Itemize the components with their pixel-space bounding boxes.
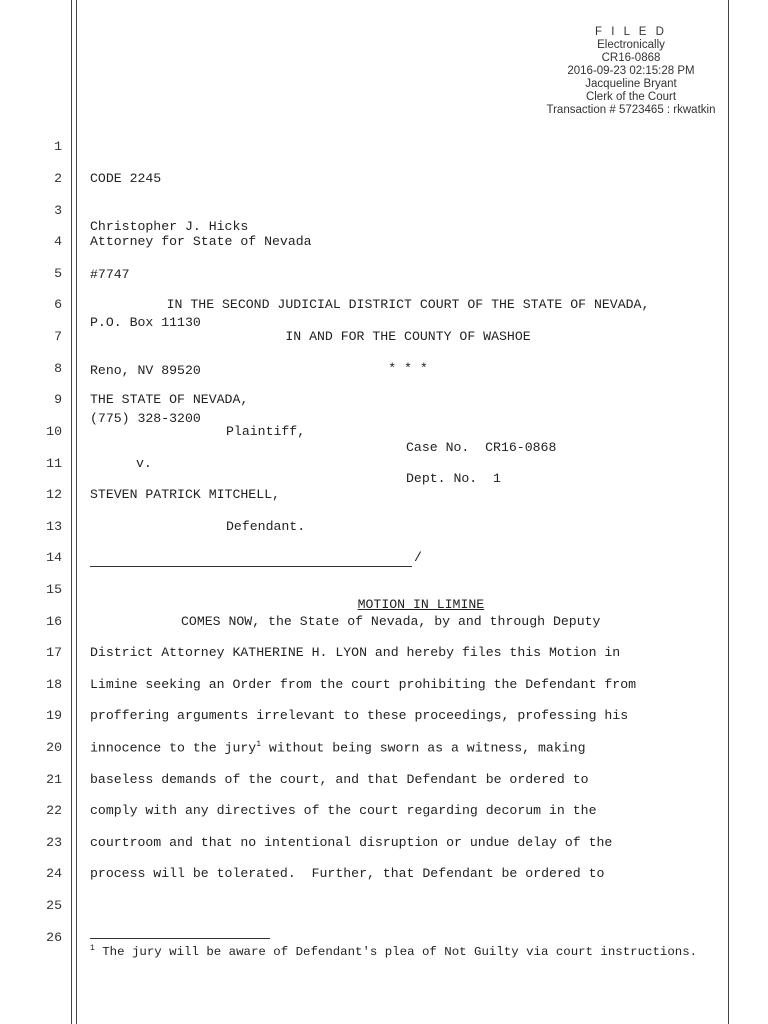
body-line-20-part-1: innocence to the jury bbox=[90, 740, 257, 756]
line-number: 2 bbox=[54, 171, 62, 186]
line-number: 19 bbox=[46, 708, 62, 723]
footnote-marker: 1 bbox=[90, 944, 95, 953]
footnote-reference: 1 bbox=[256, 740, 262, 749]
stamp-electronically: Electronically bbox=[597, 39, 665, 51]
stamp-timestamp: 2016-09-23 02:15:28 PM bbox=[567, 65, 695, 77]
body-line-22: comply with any directives of the court regarding decorum in the bbox=[90, 803, 597, 818]
line-number: 24 bbox=[46, 866, 62, 881]
po-box: P.O. Box 11130 bbox=[90, 315, 201, 330]
body-line-23: courtroom and that no intentional disruption or undue delay of the bbox=[90, 835, 613, 850]
bar-number: #7747 bbox=[90, 267, 130, 282]
body-line-24: process will be tolerated. Further, that Defendant be ordered to bbox=[90, 866, 605, 881]
stamp-transaction: Transaction # 5723465 : rkwatkin bbox=[546, 104, 716, 116]
plaintiff-label: Plaintiff, bbox=[226, 424, 306, 439]
department-number: Dept. No. 1 bbox=[406, 471, 501, 486]
line-number: 7 bbox=[54, 329, 62, 344]
line-number: 3 bbox=[54, 203, 62, 218]
city-state-zip: Reno, NV 89520 bbox=[90, 363, 201, 378]
footnote bbox=[90, 944, 697, 959]
versus: v. bbox=[136, 456, 152, 471]
line-number: 20 bbox=[46, 740, 62, 755]
stamp-clerk-title: Clerk of the Court bbox=[585, 91, 677, 103]
footnote-text: The jury will be aware of Defendant's plea of Not Guilty via court instructions. bbox=[94, 945, 698, 960]
case-number: Case No. CR16-0868 bbox=[406, 440, 557, 455]
left-margin-line-outer bbox=[71, 0, 72, 1024]
body-line-16: COMES NOW, the State of Nevada, by and through Deputy bbox=[181, 614, 601, 629]
line-number: 17 bbox=[46, 645, 62, 660]
motion-title-text: MOTION IN LIMINE bbox=[357, 597, 485, 612]
line-number: 5 bbox=[54, 266, 62, 281]
filing-stamp bbox=[521, 26, 741, 117]
line-number: 16 bbox=[46, 614, 62, 629]
stamp-clerk-name: Jacqueline Bryant bbox=[585, 78, 677, 90]
line-number: 26 bbox=[46, 930, 62, 945]
attorney-role: Attorney for State of Nevada bbox=[90, 234, 312, 249]
document-code: CODE 2245 bbox=[90, 171, 162, 186]
body-line-20 bbox=[90, 740, 585, 755]
line-number: 4 bbox=[54, 234, 62, 249]
line-number: 13 bbox=[46, 519, 62, 534]
body-line-21: baseless demands of the court, and that Defendant be ordered to bbox=[90, 772, 589, 787]
line-number: 21 bbox=[46, 772, 62, 787]
phone-number: (775) 328-3200 bbox=[90, 411, 201, 426]
caption-rule bbox=[90, 566, 412, 567]
body-line-20-part-2: without being sworn as a witness, making bbox=[261, 740, 586, 756]
motion-title bbox=[220, 582, 606, 612]
body-line-19: proffering arguments irrelevant to these proceedings, professing his bbox=[90, 708, 629, 723]
footnote-rule bbox=[90, 938, 270, 939]
line-number: 8 bbox=[54, 361, 62, 376]
line-number: 18 bbox=[46, 677, 62, 692]
line-number: 15 bbox=[46, 582, 62, 597]
line-number: 1 bbox=[54, 139, 62, 154]
defendant-label: Defendant. bbox=[226, 519, 306, 534]
line-number: 14 bbox=[46, 550, 62, 565]
stamp-filed: F I L E D bbox=[595, 26, 667, 38]
line-number: 25 bbox=[46, 898, 62, 913]
line-number: 23 bbox=[46, 835, 62, 850]
line-number: 12 bbox=[46, 487, 62, 502]
line-number: 9 bbox=[54, 392, 62, 407]
line-number: 10 bbox=[46, 424, 62, 439]
court-heading-line-1: IN THE SECOND JUDICIAL DISTRICT COURT OF THE STATE OF NEVADA, bbox=[166, 297, 650, 312]
court-heading-stars: * * * bbox=[388, 361, 428, 376]
body-line-18: Limine seeking an Order from the court prohibiting the Defendant from bbox=[90, 677, 637, 692]
body-line-17: District Attorney KATHERINE H. LYON and hereby files this Motion in bbox=[90, 645, 621, 660]
court-heading-line-2: IN AND FOR THE COUNTY OF WASHOE bbox=[285, 329, 531, 344]
line-number: 22 bbox=[46, 803, 62, 818]
stamp-case-number: CR16-0868 bbox=[601, 52, 661, 64]
line-number: 6 bbox=[54, 297, 62, 312]
right-margin-line bbox=[728, 0, 729, 1024]
defendant-name: STEVEN PATRICK MITCHELL, bbox=[90, 487, 280, 502]
caption-slash: / bbox=[414, 550, 422, 565]
plaintiff-name: THE STATE OF NEVADA, bbox=[90, 392, 249, 407]
line-number: 11 bbox=[46, 456, 62, 471]
attorney-name: Christopher J. Hicks bbox=[90, 219, 249, 234]
left-margin-line-inner bbox=[76, 0, 77, 1024]
